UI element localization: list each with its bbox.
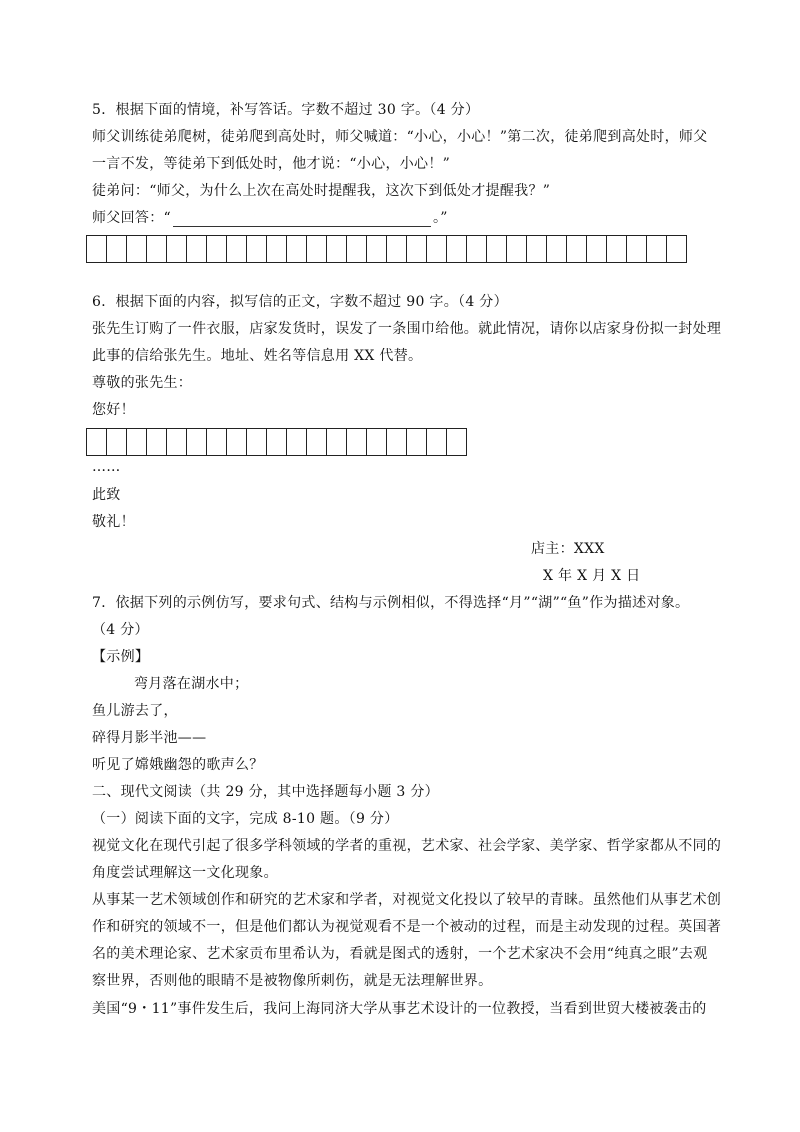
answer-grid-cell[interactable] bbox=[306, 235, 327, 263]
answer-grid-cell[interactable] bbox=[206, 428, 227, 456]
q5-answer-suffix: 。” bbox=[432, 210, 448, 226]
answer-grid-cell[interactable] bbox=[106, 428, 127, 456]
answer-grid-cell[interactable] bbox=[186, 428, 207, 456]
answer-grid-cell[interactable] bbox=[426, 428, 447, 456]
answer-grid-cell[interactable] bbox=[346, 235, 367, 263]
answer-grid-cell[interactable] bbox=[126, 235, 147, 263]
answer-grid-cell[interactable] bbox=[606, 235, 627, 263]
answer-grid-cell[interactable] bbox=[266, 235, 287, 263]
answer-grid-cell[interactable] bbox=[146, 428, 167, 456]
q7-example-label: 【示例】 bbox=[92, 649, 150, 665]
answer-grid-cell[interactable] bbox=[326, 235, 347, 263]
answer-grid-cell[interactable] bbox=[186, 235, 207, 263]
para1-line-2: 角度尝试理解这一文化现象。 bbox=[92, 865, 278, 881]
q5-scenario-line-3: 徒弟问：“师父，为什么上次在高处时提醒我，这次下到低处才提醒我？” bbox=[92, 183, 551, 199]
answer-grid-cell[interactable] bbox=[226, 235, 247, 263]
para1-line-1: 视觉文化在现代引起了很多学科领域的学者的重视，艺术家、社会学家、美学家、哲学家都从不同的 bbox=[92, 838, 722, 854]
answer-grid-cell[interactable] bbox=[346, 428, 367, 456]
answer-grid-cell[interactable] bbox=[386, 235, 407, 263]
answer-grid-cell[interactable] bbox=[366, 235, 387, 263]
q7-poem-line-1: 弯月落在湖水中； bbox=[134, 676, 249, 692]
answer-grid-cell[interactable] bbox=[566, 235, 587, 263]
q5-scenario-line-2: 一言不发，等徒弟下到低处时，他才说：“小心，小心！” bbox=[92, 156, 451, 172]
q5-answer-prefix: 师父回答：“ bbox=[92, 210, 171, 226]
q7-poem-line-4: 听见了嫦娥幽怨的歌声么？ bbox=[92, 757, 264, 773]
q7-poem-line-2: 鱼儿游去了， bbox=[92, 703, 178, 719]
para2-line-1: 从事某一艺术领域创作和研究的艺术家和学者，对视觉文化投以了较早的青睐。虽然他们从事艺术创 bbox=[92, 892, 722, 908]
para2-line-4: 察世界，否则他的眼睛不是被物像所刺伤，就是无法理解世界。 bbox=[92, 973, 493, 989]
answer-grid-cell[interactable] bbox=[86, 428, 107, 456]
section2-subtitle: （一）阅读下面的文字，完成 8-10 题。（9 分） bbox=[92, 811, 399, 827]
q6-content-line-1: 张先生订购了一件衣服，店家发货时，误发了一条围巾给他。就此情况，请你以店家身份拟一封处理 bbox=[92, 321, 722, 337]
answer-grid-cell[interactable] bbox=[626, 235, 647, 263]
answer-grid-cell[interactable] bbox=[106, 235, 127, 263]
section2-title: 二、现代文阅读（共 29 分，其中选择题每小题 3 分） bbox=[92, 784, 439, 800]
q6-heading: 6．根据下面的内容，拟写信的正文，字数不超过 90 字。（4 分） bbox=[92, 294, 508, 310]
q6-salutation: 尊敬的张先生： bbox=[92, 375, 193, 391]
answer-grid-cell[interactable] bbox=[306, 428, 327, 456]
q6-closing-2: 敬礼！ bbox=[92, 514, 135, 530]
q6-greeting: 您好！ bbox=[92, 402, 135, 418]
answer-grid-cell[interactable] bbox=[246, 235, 267, 263]
q6-signer: 店主：XXX bbox=[531, 541, 605, 557]
answer-grid-cell[interactable] bbox=[286, 428, 307, 456]
q6-content-line-2: 此事的信给张先生。地址、姓名等信息用 XX 代替。 bbox=[92, 348, 423, 364]
q6-ellipsis: …… bbox=[92, 459, 121, 475]
answer-grid-cell[interactable] bbox=[86, 235, 107, 263]
answer-grid-cell[interactable] bbox=[406, 428, 427, 456]
answer-grid-cell[interactable] bbox=[546, 235, 567, 263]
answer-grid-cell[interactable] bbox=[426, 235, 447, 263]
answer-grid-cell[interactable] bbox=[366, 428, 387, 456]
q5-answer-blank[interactable] bbox=[173, 212, 431, 227]
q5-heading: 5．根据下面的情境，补写答话。字数不超过 30 字。（4 分） bbox=[92, 102, 480, 118]
q5-answer-grid[interactable] bbox=[86, 235, 687, 263]
answer-grid-cell[interactable] bbox=[526, 235, 547, 263]
answer-grid-cell[interactable] bbox=[126, 428, 147, 456]
answer-grid-cell[interactable] bbox=[446, 235, 467, 263]
answer-grid-cell[interactable] bbox=[666, 235, 687, 263]
q6-date: X 年 X 月 X 日 bbox=[543, 568, 641, 584]
q5-scenario-line-1: 师父训练徒弟爬树，徒弟爬到高处时，师父喊道：“小心，小心！”第二次，徒弟爬到高处时，师父 bbox=[92, 129, 708, 145]
q6-answer-grid[interactable] bbox=[86, 428, 467, 456]
q5-answer-line bbox=[92, 209, 448, 227]
q7-heading: 7．依据下列的示例仿写，要求句式、结构与示例相似，不得选择“月”“湖”“鱼”作为描述对象。 bbox=[92, 595, 690, 611]
q6-closing-1: 此致 bbox=[92, 487, 121, 503]
answer-grid-cell[interactable] bbox=[506, 235, 527, 263]
answer-grid-cell[interactable] bbox=[446, 428, 467, 456]
answer-grid-cell[interactable] bbox=[246, 428, 267, 456]
answer-grid-cell[interactable] bbox=[166, 428, 187, 456]
q7-poem-line-3: 碎得月影半池—— bbox=[92, 730, 207, 746]
answer-grid-cell[interactable] bbox=[466, 235, 487, 263]
answer-grid-cell[interactable] bbox=[226, 428, 247, 456]
answer-grid-cell[interactable] bbox=[486, 235, 507, 263]
para2-line-3: 名的美术理论家、艺术家贡布里希认为，看就是图式的透射，一个艺术家决不会用“纯真之眼”去观 bbox=[92, 946, 708, 962]
answer-grid-cell[interactable] bbox=[266, 428, 287, 456]
para2-line-2: 作和研究的领域不一，但是他们都认为视觉观看不是一个被动的过程，而是主动发现的过程。英国著 bbox=[92, 919, 722, 935]
answer-grid-cell[interactable] bbox=[206, 235, 227, 263]
answer-grid-cell[interactable] bbox=[386, 428, 407, 456]
answer-grid-cell[interactable] bbox=[646, 235, 667, 263]
answer-grid-cell[interactable] bbox=[166, 235, 187, 263]
q7-score: （4 分） bbox=[92, 622, 149, 638]
para3-line-1: 美国“9・11”事件发生后，我问上海同济大学从事艺术设计的一位教授，当看到世贸大楼被袭击的 bbox=[92, 1001, 707, 1017]
answer-grid-cell[interactable] bbox=[326, 428, 347, 456]
answer-grid-cell[interactable] bbox=[286, 235, 307, 263]
answer-grid-cell[interactable] bbox=[586, 235, 607, 263]
answer-grid-cell[interactable] bbox=[146, 235, 167, 263]
answer-grid-cell[interactable] bbox=[406, 235, 427, 263]
